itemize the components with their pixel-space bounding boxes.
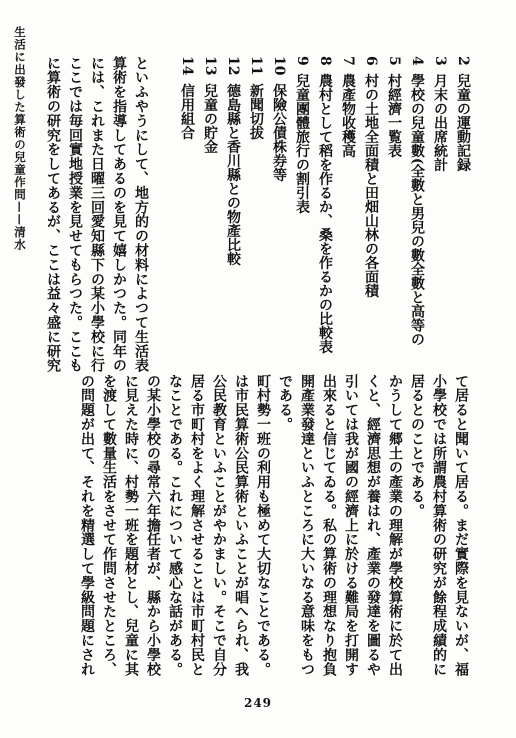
item-text: 兒童の運動記録: [455, 73, 471, 172]
upper-paragraph: [26, 56, 152, 376]
numbered-item-list: [152, 56, 474, 366]
item-number: 12: [225, 56, 241, 76]
text-column: には、これまた日曜三回愛知縣下の某小學校に行: [89, 56, 105, 373]
text-column: 開產業發達といふところに大いなる意味をもつ: [299, 374, 315, 677]
text-column: に見えた時に、村勢一班を題材とし、兒童に其: [123, 374, 139, 677]
text-column: 出來ると信じてゐる。私の算術の理想なり抱負: [321, 374, 337, 677]
item-text: 農產物收穫高: [340, 73, 356, 158]
item-number: 2: [455, 56, 471, 66]
text-column: 引いては我が國の經濟上に於ける難局を打開す: [343, 374, 359, 677]
text-column: である。: [277, 374, 293, 432]
text-column: なことである。これについて感心な話がある。: [167, 374, 183, 677]
item-text: 保險公債株券等: [271, 83, 287, 182]
text-column: 居る市町村をよく理解させることは市町村民と: [189, 374, 205, 677]
item-number: 8: [317, 56, 333, 66]
item-number: 9: [294, 56, 310, 66]
text-column: を渡して數量生活をさせて作問させたところ、: [101, 374, 117, 677]
item-text: 村經濟一覧表: [386, 73, 402, 158]
text-column: は市民算術公民算術といふことが唱へられ、我: [233, 374, 249, 677]
item-text: 兒童團體旅行の割引表: [294, 73, 310, 214]
item-text: 月末の出席統計: [432, 73, 448, 172]
item-number: 7: [340, 56, 356, 66]
item-number: 10: [271, 56, 287, 76]
list-item: [359, 56, 382, 366]
text-column: 町村勢一班の利用も極めて大切なことである。: [255, 374, 271, 677]
lower-text-block: [26, 374, 472, 690]
list-item: [244, 56, 267, 366]
item-text: 兒童の貯金: [202, 83, 218, 154]
item-number: 3: [432, 56, 448, 66]
item-number: 11: [248, 56, 264, 76]
list-item: [405, 56, 428, 366]
text-column: といふやうにして、地方的の材料によつて生活表: [133, 56, 149, 373]
list-item: [336, 56, 359, 366]
text-column: て居ると聞いて居る。まだ實際を見ないが、福: [453, 374, 469, 677]
item-text: 農村として稻を作るか、桑を作るかの比較表: [317, 73, 333, 354]
list-item: [451, 56, 474, 366]
item-text: 新聞切拔: [248, 83, 264, 140]
item-text: 信用組合: [179, 83, 195, 140]
item-number: 6: [363, 56, 379, 66]
list-item: [428, 56, 451, 366]
text-column: くと、經濟思想が養はれ、產業の發達を圖るや: [365, 374, 381, 677]
running-head: 生活に出發した算術の兒童作問——清水: [13, 26, 27, 251]
list-item: [313, 56, 336, 366]
item-number: 13: [202, 56, 218, 76]
text-column: の問題が出て、それを精選して學級問題にされ: [79, 374, 95, 677]
list-item: [290, 56, 313, 366]
item-number: 4: [409, 56, 425, 66]
item-text: 學校の兒童數(全數と男兒の數全數と高等の: [409, 73, 425, 347]
text-column: ここでは毎回實地授業を見せてもらつた。ここも: [67, 56, 83, 373]
text-column: 算術を指導してあるのを見て嬉しかつた。同年の: [111, 56, 127, 373]
list-item: [382, 56, 405, 366]
text-column: 居るとのことである。: [409, 374, 425, 518]
text-column: に算術の研究をしてあるが、ここは益々盛に研究: [45, 56, 61, 373]
text-column: 公民教育といふことがやかましい。そこで自分: [211, 374, 227, 677]
list-item: [267, 56, 290, 366]
list-item: [198, 56, 221, 366]
text-column: かうして郷土の產業の理解が學校算術に於て出: [387, 374, 403, 677]
item-number: 5: [386, 56, 402, 66]
page-number: 249: [243, 696, 273, 710]
item-text: 德島縣と香川縣との物產比較: [225, 83, 241, 266]
item-number: 14: [179, 56, 195, 76]
text-column: 小學校では所謂農村算術の研究が餘程成績的に: [431, 374, 447, 677]
list-item: [175, 56, 198, 366]
text-column: の某小學校の尋常六年擔任者が、縣から小學校: [145, 374, 161, 677]
item-text: 村の土地全面積と田畑山林の各面積: [363, 73, 379, 298]
list-item: [221, 56, 244, 366]
